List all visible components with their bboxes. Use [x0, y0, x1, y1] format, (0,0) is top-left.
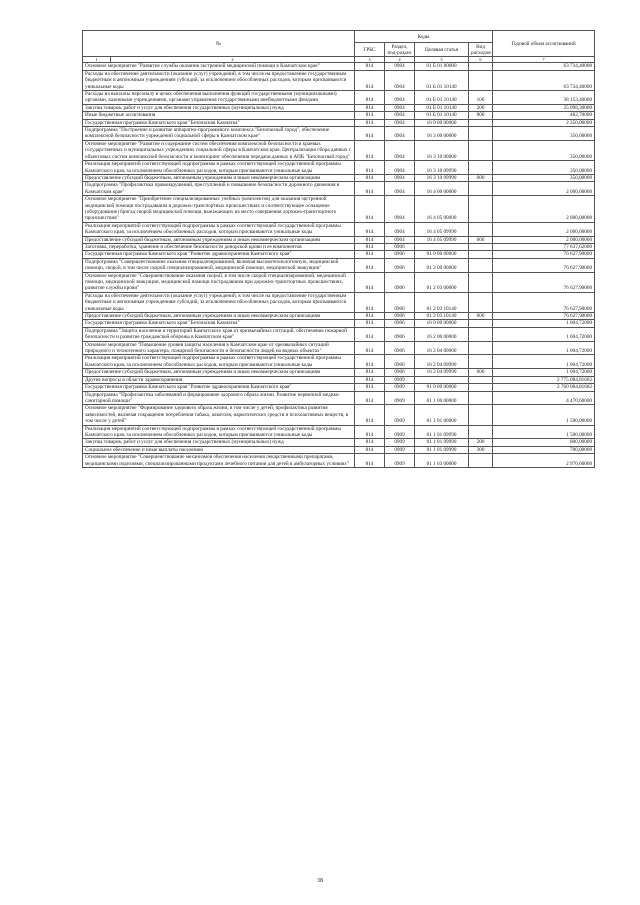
row-section: 0904 — [385, 91, 415, 105]
row-target: 01 0 00 00000 — [415, 251, 469, 258]
row-section: 0904 — [385, 112, 415, 119]
row-target: 16 4 00 00000 — [415, 182, 469, 196]
row-section: 0904 — [385, 174, 415, 181]
row-name: Расходы на обеспечение деятельности (оказание услуг) учреждений, в том числе на предоставление государственным бюджетным и автономным учреждениям субсидий, за исключением обособленных расходов, которым присваиваются уникальные коды — [83, 70, 355, 90]
row-section: 0904 — [385, 222, 415, 236]
section-header: Раздел, под-раздел — [385, 43, 415, 57]
row-section: 0909 — [385, 376, 415, 383]
row-target: 16 2 04 09990 — [415, 355, 469, 369]
row-amount: 350,00000 — [493, 140, 595, 160]
table-row — [83, 446, 595, 453]
table-row — [83, 222, 595, 236]
row-expense-type — [469, 196, 493, 223]
row-expense-type: 800 — [469, 112, 493, 119]
row-target: 01 2 03 00000 — [415, 272, 469, 292]
row-name: Основное мероприятие "Совершенствование оказания скорой, в том числе скорой специализированной, медицинской помощи, медицинской эвакуации, медицинской помощи пострадавшим при дорожно-транспортных происшествиях, развитие службы крови" — [83, 272, 355, 292]
row-section: 0904 — [385, 161, 415, 175]
row-name: Предоставление субсидий бюджетным, автономным учреждениям и иным некоммерческим организациям — [83, 313, 355, 320]
table-row — [83, 251, 595, 258]
row-name: Реализация мероприятий соответствующей подпрограммы в рамках соответствующей государственной программы Камчатского края, за исключением обособленных расходов, которым присваиваются уникальные коды — [83, 222, 355, 236]
row-expense-type — [469, 222, 493, 236]
row-target: 01 1 01 00000 — [415, 405, 469, 425]
row-grbs: 814 — [355, 292, 385, 312]
row-grbs: 814 — [355, 63, 385, 70]
row-name: Подпрограмма "Защита населения и территорий Камчатского края от чрезвычайных ситуаций, обеспечение пожарной безопасности и развитие гражданской обороны в Камчатском крае" — [83, 327, 355, 341]
row-target: 01 2 03 10140 — [415, 313, 469, 320]
row-target: 16 0 00 00000 — [415, 119, 469, 126]
row-amount: 482,70000 — [493, 112, 595, 119]
row-name: Государственная программа Камчатского края "Безопасная Камчатка" — [83, 320, 355, 327]
row-name: Заготовка, переработка, хранение и обеспечение безопасности донорской крови и ее компонентов — [83, 243, 355, 250]
row-target: 01 1 03 00000 — [415, 454, 469, 468]
row-expense-type — [469, 161, 493, 175]
page-number: 38 — [317, 878, 323, 884]
row-amount: 2 000,00000 — [493, 196, 595, 223]
row-grbs: 814 — [355, 272, 385, 292]
table-row — [83, 174, 595, 181]
row-target: 16 2 04 00000 — [415, 341, 469, 355]
row-name: Основное мероприятие "Повышение уровня защиты населения в Камчатском крае от чрезвычайных ситуаций природного и техногенного характера, пожарной безопасности и безопасности людей на водных объектах" — [83, 341, 355, 355]
row-amount: 63 734,40000 — [493, 63, 595, 70]
row-expense-type — [469, 405, 493, 425]
table-row — [83, 355, 595, 369]
row-expense-type: 600 — [469, 369, 493, 376]
table-row — [83, 258, 595, 272]
row-section: 0909 — [385, 425, 415, 439]
row-target: 16 3 10 09990 — [415, 161, 469, 175]
table-row — [83, 327, 595, 341]
row-expense-type: 600 — [469, 174, 493, 181]
row-target: 16 4 05 00000 — [415, 196, 469, 223]
row-amount: 63 734,40000 — [493, 70, 595, 90]
row-name: Основное мероприятие "Формирование здорового образа жизни, в том числе у детей, профилактика развития зависимостей, включая сокращение потребления табака, алкоголя, наркотических средств и психоактивных веществ, в том числе у детей" — [83, 405, 355, 425]
row-grbs: 814 — [355, 341, 385, 355]
table-row — [83, 292, 595, 312]
row-section: 0906 — [385, 243, 415, 250]
column-number: 5 — [415, 57, 469, 63]
row-target: 01 Б 01 00000 — [415, 63, 469, 70]
row-name: Подпрограмма "Профилактика заболеваний и формирование здорового образа жизни. Развитие первичной медико-санитарной помощи" — [83, 391, 355, 405]
row-grbs: 814 — [355, 112, 385, 119]
row-expense-type — [469, 127, 493, 141]
row-name: Основное мероприятие "Совершенствование механизмов обеспечения населения лекарственными препаратами, медицинскими изделиями, специализированными продуктами лечебного питания для детей в амбулаторных условиях" — [83, 454, 355, 468]
row-name: Предоставление субсидий бюджетным, автономным учреждениям и иным некоммерческим организациям — [83, 174, 355, 181]
row-section: 0904 — [385, 236, 415, 243]
row-amount: 1 500,00000 — [493, 425, 595, 439]
row-section: 0904 — [385, 127, 415, 141]
row-target: 01 Б 01 10140 — [415, 104, 469, 111]
codes-header: Коды — [355, 31, 493, 43]
row-name: Основное мероприятие "Развитие и содержание систем обеспечения комплексной безопасности в краевых государственных и муниципальных учреждениях социальной сферы в Камчатском крае. Централизация сбора данных с объектовых систем комплексной безопасности и мониторинг обеспечения передачи данных в АПК "Безопасный город" — [83, 140, 355, 160]
row-amount: 2 350,00000 — [493, 119, 595, 126]
row-target: 01 1 01 09990 — [415, 425, 469, 439]
row-section: 0909 — [385, 446, 415, 453]
table-row — [83, 405, 595, 425]
row-target: 16 4 05 09990 — [415, 222, 469, 236]
row-name: Закупка товаров, работ и услуг для обеспечения государственных (муниципальных) нужд — [83, 104, 355, 111]
row-grbs: 814 — [355, 127, 385, 141]
table-row — [83, 391, 595, 405]
row-expense-type — [469, 140, 493, 160]
row-amount: 2 760 084,81682 — [493, 384, 595, 391]
row-expense-type — [469, 454, 493, 468]
table-row — [83, 384, 595, 391]
amount-header: Годовой объем ассигнований — [493, 31, 595, 57]
row-grbs: 814 — [355, 320, 385, 327]
row-section: 0909 — [385, 454, 415, 468]
row-grbs: 814 — [355, 384, 385, 391]
row-name: Предоставление субсидий бюджетным, автономным учреждениям и иным некоммерческим организациям — [83, 236, 355, 243]
target-header: Целевая статья — [415, 43, 469, 57]
table-row — [83, 161, 595, 175]
row-amount: 38 153,40000 — [493, 91, 595, 105]
table-row — [83, 63, 595, 70]
row-amount: 1 004,72000 — [493, 327, 595, 341]
row-section: 0906 — [385, 292, 415, 312]
table-row — [83, 91, 595, 105]
row-target: 01 Б 01 10140 — [415, 91, 469, 105]
row-grbs: 814 — [355, 70, 385, 90]
row-grbs: 814 — [355, 104, 385, 111]
row-amount: 1 004,72000 — [493, 341, 595, 355]
row-target: 16 2 04 09990 — [415, 369, 469, 376]
table-row — [83, 320, 595, 327]
table-row — [83, 376, 595, 383]
column-number: 1 — [83, 57, 111, 63]
row-target: 01 2 03 10140 — [415, 292, 469, 312]
row-expense-type — [469, 376, 493, 383]
row-name: Социальное обеспечение и иные выплаты населению — [83, 446, 355, 453]
row-expense-type — [469, 320, 493, 327]
row-expense-type — [469, 391, 493, 405]
row-expense-type — [469, 292, 493, 312]
row-amount: 1 004,72000 — [493, 369, 595, 376]
table-row — [83, 182, 595, 196]
row-expense-type: 300 — [469, 446, 493, 453]
row-expense-type: 100 — [469, 91, 493, 105]
row-expense-type: 600 — [469, 313, 493, 320]
table-row — [83, 425, 595, 439]
row-name: Основное мероприятие "Приобретение специализированных учебных (комплектов) для оказания экстренной медицинской помощи пострадавшим в дорожно-транспортных происшествиях и соответствующее оснащение (оборудование) бригад скорой медицинской помощи, выезжающих на место совершения дорожно-транспортного происшествия" — [83, 196, 355, 223]
row-grbs: 814 — [355, 327, 385, 341]
table-body — [83, 57, 595, 468]
table-row — [83, 112, 595, 119]
row-expense-type — [469, 384, 493, 391]
row-expense-type: 600 — [469, 236, 493, 243]
row-section: 0906 — [385, 251, 415, 258]
table-row — [83, 439, 595, 446]
row-section: 0909 — [385, 391, 415, 405]
row-target: 16 0 00 00000 — [415, 320, 469, 327]
row-grbs: 814 — [355, 140, 385, 160]
row-target: 16 3 10 09990 — [415, 174, 469, 181]
row-section: 0906 — [385, 272, 415, 292]
column-number: 4 — [385, 57, 415, 63]
row-section: 0906 — [385, 355, 415, 369]
row-expense-type — [469, 243, 493, 250]
row-name: Расходы на выплаты персоналу в целях обеспечения выполнения функций государственными (муниципальными) органами, казенными учреждениями, органами управления государственными внебюджетными фондами — [83, 91, 355, 105]
row-amount: 1 500,00000 — [493, 405, 595, 425]
row-grbs: 814 — [355, 439, 385, 446]
row-amount: 76 627,90000 — [493, 258, 595, 272]
row-name: Основное мероприятие "Развитие службы оказания экстренной медицинской помощи в Камчатском крае" — [83, 63, 355, 70]
row-target: 01 1 01 09990 — [415, 446, 469, 453]
table-row — [83, 243, 595, 250]
row-expense-type — [469, 341, 493, 355]
row-name: Государственная программа Камчатского края "Развитие здравоохранения Камчатского края" — [83, 384, 355, 391]
table-row — [83, 454, 595, 468]
column-number: 6 — [469, 57, 493, 63]
row-section: 0904 — [385, 70, 415, 90]
row-grbs: 814 — [355, 222, 385, 236]
row-grbs: 814 — [355, 391, 385, 405]
row-grbs: 814 — [355, 236, 385, 243]
row-name: Другие вопросы в области здравоохранения — [83, 376, 355, 383]
row-section: 0906 — [385, 341, 415, 355]
row-name: Расходы на обеспечение деятельности (оказание услуг) учреждений, в том числе на предоставление государственным бюджетным и автономным учреждениям субсидий, за исключением обособленных расходов, которым присваиваются уникальные коды — [83, 292, 355, 312]
row-amount: 1 004,72000 — [493, 320, 595, 327]
row-target: 16 3 10 00000 — [415, 140, 469, 160]
row-name: Иные бюджетные ассигнования — [83, 112, 355, 119]
row-name: Реализация мероприятий соответствующей подпрограммы в рамках соответствующей государственной программы Камчатского края, за исключением обособленных расходов, которым присваиваются уникальные коды — [83, 425, 355, 439]
row-section: 0909 — [385, 405, 415, 425]
row-expense-type — [469, 251, 493, 258]
row-target: 16 4 05 09990 — [415, 236, 469, 243]
table-row — [83, 119, 595, 126]
row-section: 0904 — [385, 140, 415, 160]
row-expense-type — [469, 258, 493, 272]
row-grbs: 814 — [355, 355, 385, 369]
row-amount: 2 970,60000 — [493, 454, 595, 468]
row-expense-type — [469, 327, 493, 341]
row-name: Реализация мероприятий соответствующей подпрограммы в рамках соответствующей государственной программы Камчатского края, за исключением обособленных расходов, которым присваиваются уникальные коды — [83, 161, 355, 175]
budget-table — [82, 30, 595, 468]
row-grbs: 814 — [355, 182, 385, 196]
table-row — [83, 104, 595, 111]
row-amount: 800,00000 — [493, 439, 595, 446]
row-target: 01 1 01 09990 — [415, 439, 469, 446]
row-amount: 2 000,00000 — [493, 182, 595, 196]
row-grbs: 814 — [355, 405, 385, 425]
row-amount: 77 637,62000 — [493, 243, 595, 250]
row-name: Подпрограмма "Совершенствование оказания специализированной, включая высокотехнологичную, медицинской помощи, скорой, в том числе скорой специализированной, медицинской помощи, медицинской эвакуации" — [83, 258, 355, 272]
row-section: 0906 — [385, 258, 415, 272]
row-name: Подпрограмма "Построение и развитие аппаратно-программного комплекса "Безопасный город", обеспечение комплексной безопасности учреждений социальной сферы в Камчатском крае" — [83, 127, 355, 141]
row-target — [415, 243, 469, 250]
row-section: 0904 — [385, 63, 415, 70]
row-amount: 76 627,90000 — [493, 313, 595, 320]
row-grbs: 814 — [355, 369, 385, 376]
row-target: 01 Б 01 10140 — [415, 112, 469, 119]
grbs-header: ГРБС — [355, 43, 385, 57]
row-amount: 2 000,00000 — [493, 236, 595, 243]
column-number: 2 — [111, 57, 355, 63]
row-name: Государственная программа Камчатского края "Безопасная Камчатка" — [83, 119, 355, 126]
row-amount: 350,00000 — [493, 174, 595, 181]
row-expense-type — [469, 425, 493, 439]
row-section: 0906 — [385, 327, 415, 341]
row-name: Предоставление субсидий бюджетным, автономным учреждениям и иным некоммерческим организациям — [83, 369, 355, 376]
table-row — [83, 70, 595, 90]
row-name: Реализация мероприятий соответствующей подпрограммы в рамках соответствующей государственной программы Камчатского края, за исключением обособленных расходов, которым присваиваются уникальные коды — [83, 355, 355, 369]
row-grbs: 814 — [355, 119, 385, 126]
table-row — [83, 369, 595, 376]
row-expense-type — [469, 70, 493, 90]
column-number: 3 — [355, 57, 385, 63]
row-name: Закупка товаров, работ и услуг для обеспечения государственных (муниципальных) нужд — [83, 439, 355, 446]
row-section: 0906 — [385, 320, 415, 327]
row-section: 0904 — [385, 104, 415, 111]
row-expense-type — [469, 182, 493, 196]
table-row — [83, 127, 595, 141]
row-target — [415, 376, 469, 383]
row-grbs: 814 — [355, 243, 385, 250]
row-amount: 1 004,72000 — [493, 355, 595, 369]
row-amount: 350,00000 — [493, 127, 595, 141]
table-row — [83, 341, 595, 355]
row-grbs: 814 — [355, 258, 385, 272]
row-grbs: 814 — [355, 251, 385, 258]
row-grbs: 814 — [355, 161, 385, 175]
table-row — [83, 196, 595, 223]
row-amount: 4 470,60000 — [493, 391, 595, 405]
table-row — [83, 140, 595, 160]
table-row — [83, 313, 595, 320]
row-target: 01 2 00 00000 — [415, 258, 469, 272]
row-section: 0904 — [385, 196, 415, 223]
row-amount: 2 000,00000 — [493, 222, 595, 236]
row-section: 0909 — [385, 384, 415, 391]
row-grbs: 814 — [355, 174, 385, 181]
row-grbs: 814 — [355, 446, 385, 453]
row-amount: 700,00000 — [493, 446, 595, 453]
row-expense-type — [469, 355, 493, 369]
row-grbs: 814 — [355, 425, 385, 439]
number-header: № — [83, 31, 355, 57]
row-grbs: 814 — [355, 376, 385, 383]
row-expense-type — [469, 119, 493, 126]
row-section: 0909 — [385, 439, 415, 446]
row-name: Подпрограмма "Профилактика правонарушений, преступлений и повышение безопасности дорожного движения в Камчатском крае" — [83, 182, 355, 196]
row-amount: 76 627,90000 — [493, 251, 595, 258]
row-amount: 350,00000 — [493, 161, 595, 175]
row-amount: 25 098,30000 — [493, 104, 595, 111]
row-expense-type — [469, 63, 493, 70]
row-expense-type: 200 — [469, 439, 493, 446]
row-amount: 2 775 084,81682 — [493, 376, 595, 383]
column-number: 7 — [493, 57, 595, 63]
table-row — [83, 272, 595, 292]
row-amount: 76 627,90000 — [493, 272, 595, 292]
row-grbs: 814 — [355, 313, 385, 320]
row-section: 0904 — [385, 119, 415, 126]
budget-sheet — [82, 30, 594, 468]
row-grbs: 814 — [355, 454, 385, 468]
row-section: 0906 — [385, 369, 415, 376]
row-target: 16 3 00 00000 — [415, 127, 469, 141]
row-grbs: 814 — [355, 196, 385, 223]
row-target: 01 Б 01 10140 — [415, 70, 469, 90]
row-target: 01 1 00 00000 — [415, 391, 469, 405]
row-section: 0904 — [385, 182, 415, 196]
row-section: 0906 — [385, 313, 415, 320]
row-expense-type: 200 — [469, 104, 493, 111]
row-expense-type — [469, 272, 493, 292]
row-target: 16 2 00 00000 — [415, 327, 469, 341]
row-grbs: 814 — [355, 91, 385, 105]
row-amount: 76 627,90000 — [493, 292, 595, 312]
expense-type-header: Вид расходов — [469, 43, 493, 57]
table-row — [83, 236, 595, 243]
row-target: 01 0 00 00000 — [415, 384, 469, 391]
row-name: Государственная программа Камчатского края "Развитие здравоохранения Камчатского края" — [83, 251, 355, 258]
